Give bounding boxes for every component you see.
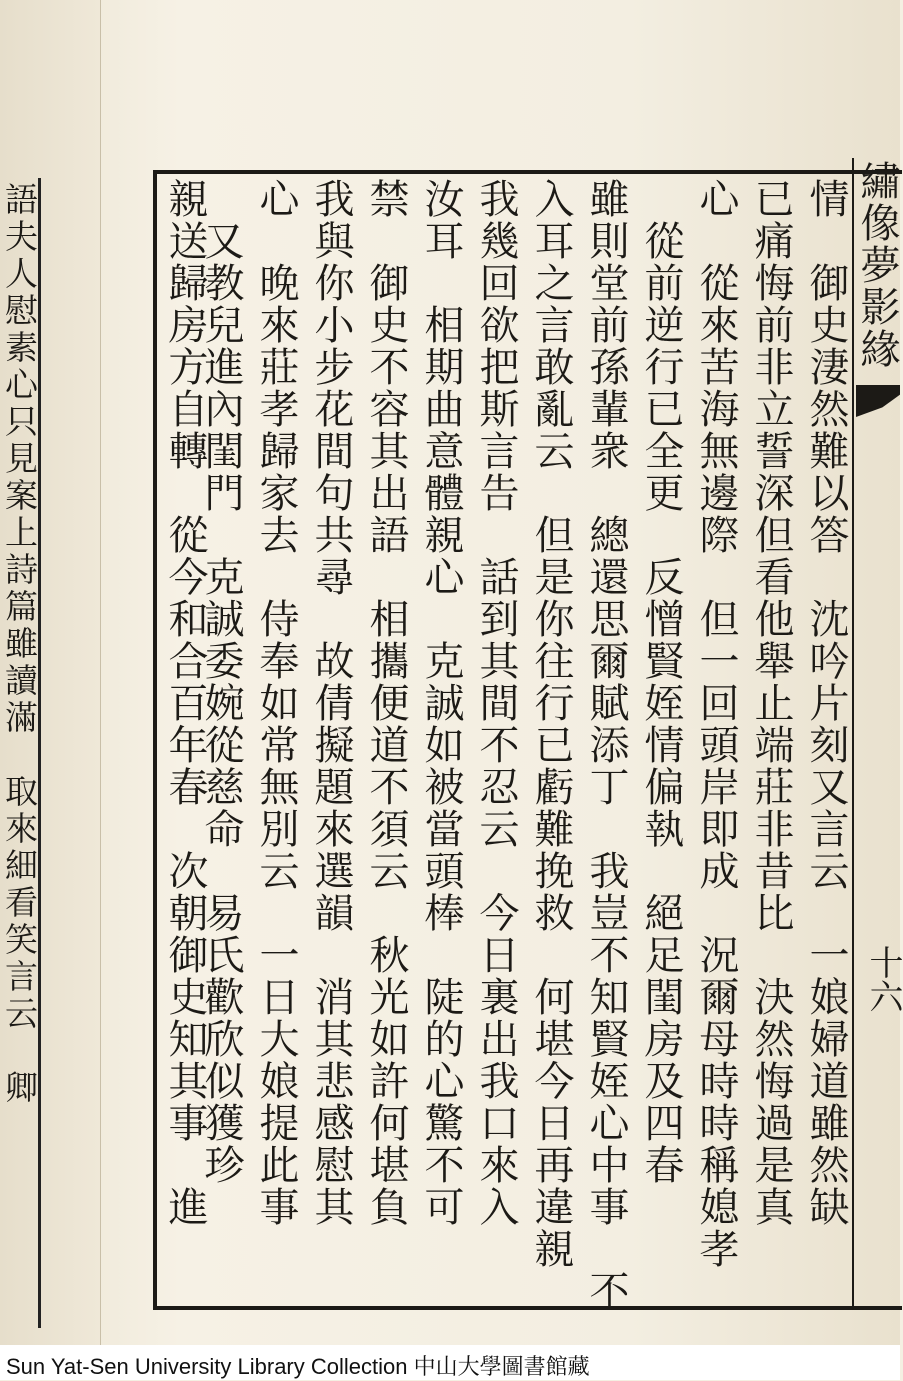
previous-page <box>0 0 101 1345</box>
text-column: 汝耳 相期曲意體親心 克誠如被當頭棒 陡的心驚不可 <box>418 178 464 1228</box>
folio-number: 十六 <box>863 945 903 1013</box>
text-column: 我幾回欲把斯言告 話到其間不忍云 今日裏出我口來入 <box>473 178 519 1228</box>
library-credit: Sun Yat-Sen University Library Collection 中山大學圖書館藏 <box>6 1354 590 1379</box>
text-column: 禁 御史不容其出語 相攜便道不須云 秋光如許何堪負 <box>363 178 409 1228</box>
text-column: 情 御史淒然難以答 沈吟片刻又言云 一娘婦道雖然缺 <box>803 178 849 1228</box>
text-column: 親送歸房方自轉 從今和合百年春 次朝御史知其事 進 <box>162 178 208 1228</box>
previous-page-column: 語夫人慰素心只見案上詩篇雖讀滿 取來細看笑言云 卿 <box>0 182 39 1107</box>
text-column: 雖則堂前孫輩衆 總還思爾賦添丁 我豈不知賢姪心中事 不 <box>583 178 629 1312</box>
text-column: 又教兒進內閨門 克誠委婉從慈命 易氏歡欣似獲珍 <box>198 178 244 1186</box>
text-column: 心 從來苦海無邊際 但一回頭岸即成 況爾母時時稱媳孝 <box>693 178 739 1270</box>
text-column: 已痛悔前非立誓深但看他舉止端莊非昔比 決然悔過是真 <box>748 178 794 1228</box>
text-column: 從前逆行已全更 反憎賢姪情偏執 絕足閨房及四春 <box>638 178 684 1186</box>
text-column: 入耳之言敢亂云 但是你往行已虧難挽救 何堪今日再違親 <box>528 178 574 1270</box>
text-column: 我與你小步花間句共尋 故倩擬題來選韻 消其悲感慰其 <box>308 178 354 1228</box>
text-column: 心 晚來莊孝歸家去 侍奉如常無別云 一日大娘提此事 <box>253 178 299 1228</box>
page-heart-title: 繡像夢影緣 <box>854 160 900 370</box>
